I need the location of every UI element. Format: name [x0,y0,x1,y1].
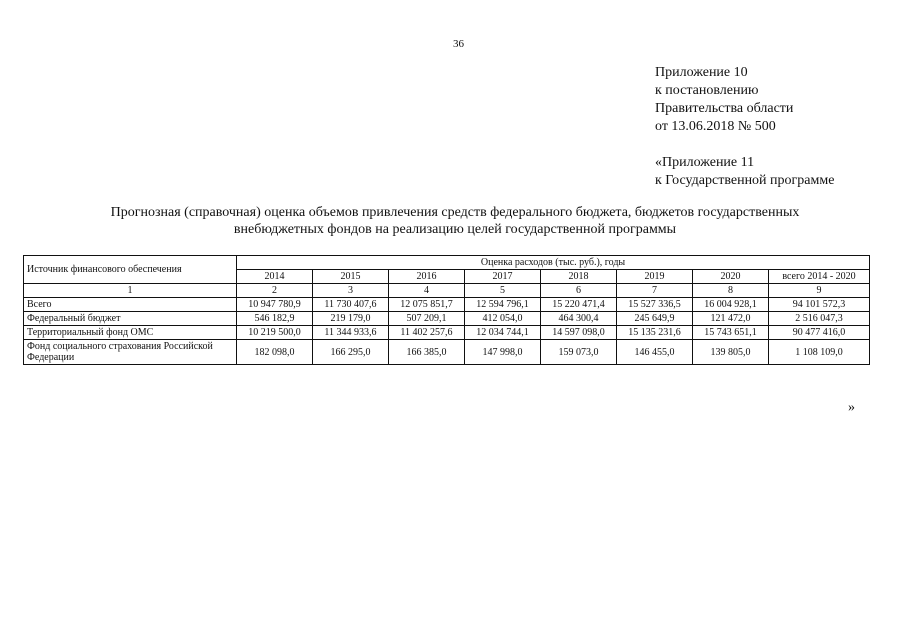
year-header: 2017 [465,270,541,284]
source-cell: Фонд социального страхования Российской Федерации [24,340,237,365]
year-header: 2014 [237,270,313,284]
value-cell: 464 300,4 [541,312,617,326]
value-cell: 15 743 651,1 [693,326,769,340]
financing-table [23,255,870,365]
group-header: Оценка расходов (тыс. руб.), годы [237,256,870,270]
source-cell: Территориальный фонд ОМС [24,326,237,340]
title-line-1: Прогнозная (справочная) оценка объемов привлечения средств федерального бюджета, бюджетов государственных [110,205,800,220]
value-cell: 15 135 231,6 [617,326,693,340]
value-cell: 412 054,0 [465,312,541,326]
source-cell: Всего [24,298,237,312]
annex-line: к Государственной программе [655,173,835,188]
document-title [40,204,870,238]
index-cell: 6 [541,284,617,298]
value-cell: 12 034 744,1 [465,326,541,340]
source-header: Источник финансового обеспечения [24,256,237,284]
value-cell: 90 477 416,0 [769,326,870,340]
index-cell: 5 [465,284,541,298]
year-header: 2016 [389,270,465,284]
year-header: 2019 [617,270,693,284]
value-cell: 166 385,0 [389,340,465,365]
total-header: всего 2014 - 2020 [769,270,870,284]
year-header: 2015 [313,270,389,284]
annex-block [655,64,834,190]
value-cell: 139 805,0 [693,340,769,365]
value-cell: 546 182,9 [237,312,313,326]
value-cell: 12 075 851,7 [389,298,465,312]
value-cell: 121 472,0 [693,312,769,326]
annex-line: Приложение 10 [655,65,748,80]
value-cell: 11 730 407,6 [313,298,389,312]
value-cell: 94 101 572,3 [769,298,870,312]
value-cell: 219 179,0 [313,312,389,326]
annex-line: к постановлению [655,83,759,98]
value-cell: 166 295,0 [313,340,389,365]
year-header: 2018 [541,270,617,284]
table-row [24,312,870,326]
value-cell: 16 004 928,1 [693,298,769,312]
value-cell: 2 516 047,3 [769,312,870,326]
value-cell: 182 098,0 [237,340,313,365]
value-cell: 11 344 933,6 [313,326,389,340]
source-cell: Федеральный бюджет [24,312,237,326]
annex-line: Правительства области [655,101,794,116]
title-line-2: внебюджетных фондов на реализацию целей государственной программы [233,222,677,237]
value-cell: 507 209,1 [389,312,465,326]
annex-line: от 13.06.2018 № 500 [655,119,776,134]
table-row [24,326,870,340]
value-cell: 146 455,0 [617,340,693,365]
annex-line: «Приложение 11 [655,155,755,170]
index-cell: 7 [617,284,693,298]
year-header: 2020 [693,270,769,284]
table-row [24,298,870,312]
value-cell: 159 073,0 [541,340,617,365]
index-cell: 1 [24,284,237,298]
value-cell: 14 597 098,0 [541,326,617,340]
index-cell: 2 [237,284,313,298]
value-cell: 147 998,0 [465,340,541,365]
value-cell: 15 220 471,4 [541,298,617,312]
index-cell: 4 [389,284,465,298]
value-cell: 11 402 257,6 [389,326,465,340]
value-cell: 1 108 109,0 [769,340,870,365]
index-cell: 3 [313,284,389,298]
value-cell: 12 594 796,1 [465,298,541,312]
closing-quote: » [848,400,855,415]
value-cell: 10 219 500,0 [237,326,313,340]
value-cell: 15 527 336,5 [617,298,693,312]
index-cell: 9 [769,284,870,298]
value-cell: 10 947 780,9 [237,298,313,312]
page-number: 36 [453,38,464,50]
index-row [24,284,870,298]
index-cell: 8 [693,284,769,298]
value-cell: 245 649,9 [617,312,693,326]
table-row [24,340,870,365]
